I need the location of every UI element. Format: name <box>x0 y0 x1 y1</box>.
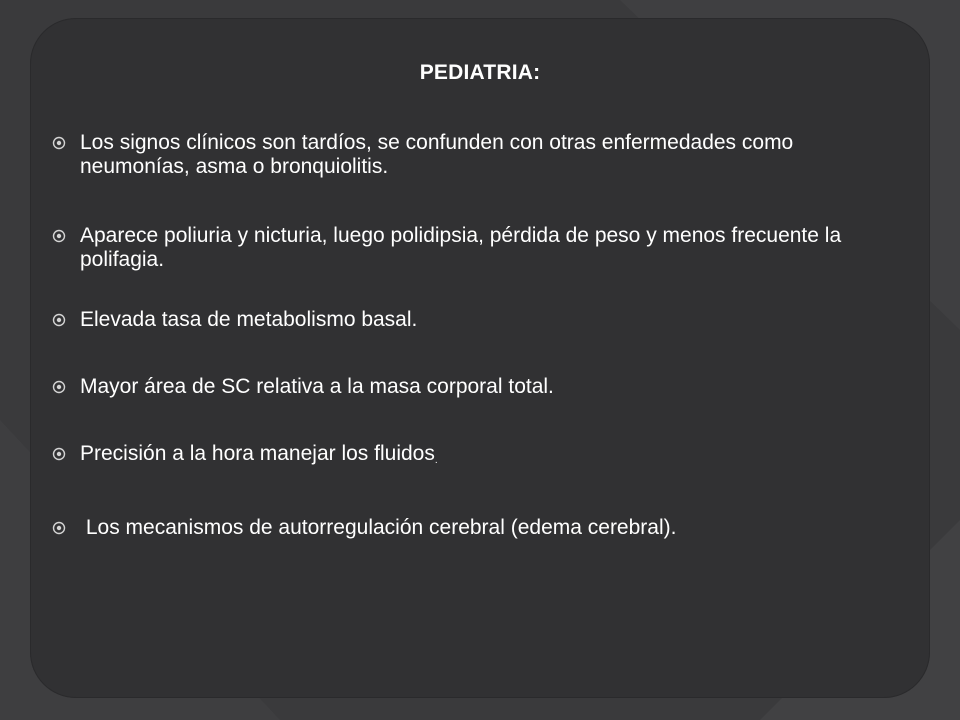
list-item <box>48 516 908 540</box>
list-item <box>48 224 908 272</box>
list-item-text: Los signos clínicos son tardíos, se confunden con otras enfermedades como neumonías, asma o bronquiolitis. <box>80 131 794 178</box>
list-item-text: Aparece poliuria y nicturia, luego polidipsia, pérdida de peso y menos frecuente la polifagia. <box>80 224 842 271</box>
list-item <box>48 308 908 332</box>
slide-title: PEDIATRIA: <box>419 61 541 84</box>
list-item <box>48 375 908 399</box>
circled-dot-icon <box>52 380 66 394</box>
list-item <box>48 442 908 473</box>
circled-dot-icon <box>52 447 66 461</box>
list-item-suffix: . <box>434 455 438 466</box>
circled-dot-icon <box>52 136 66 150</box>
bullet-list <box>48 131 908 540</box>
list-item <box>48 131 908 179</box>
circled-dot-icon <box>52 313 66 327</box>
list-item-text: Los mecanismos de autorregulación cerebral (edema cerebral). <box>80 516 677 539</box>
list-item-text: Precisión a la hora manejar los fluidos <box>80 442 435 465</box>
circled-dot-icon <box>52 229 66 243</box>
list-item-text: Mayor área de SC relativa a la masa corporal total. <box>80 375 554 398</box>
circled-dot-icon <box>52 521 66 535</box>
list-item-text: Elevada tasa de metabolismo basal. <box>80 308 418 331</box>
